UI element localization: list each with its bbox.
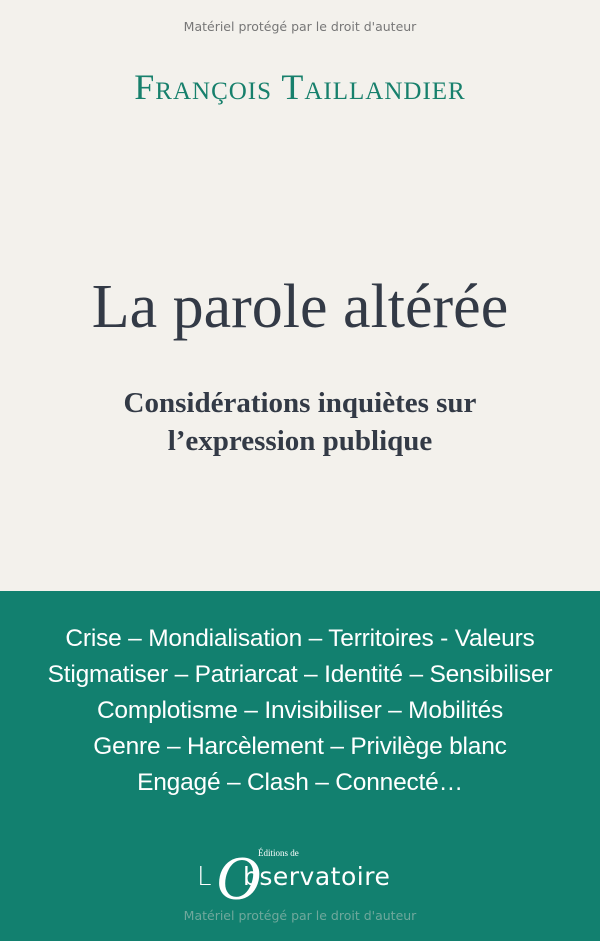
watermark-top: Matériel protégé par le droit d'auteur bbox=[183, 19, 417, 34]
logo-rest: bservatoire bbox=[243, 862, 391, 891]
author-name: François Taillandier bbox=[134, 67, 466, 107]
book-title: La parole altérée bbox=[91, 273, 509, 341]
logo-prefix: Éditions de bbox=[258, 848, 299, 858]
logo-l: L bbox=[197, 862, 212, 892]
keyword-band bbox=[0, 591, 600, 941]
keyword-line: Engagé – Clash – Connecté… bbox=[137, 769, 463, 796]
keyword-line: Genre – Harcèlement – Privilège blanc bbox=[93, 733, 507, 760]
keyword-line: Complotisme – Invisibiliser – Mobilités bbox=[96, 697, 504, 724]
subtitle-line: Considérations inquiètes sur bbox=[123, 387, 477, 419]
keyword-list bbox=[0, 621, 600, 801]
keyword-line: Stigmatiser – Patriarcat – Identité – Sensibiliser bbox=[47, 661, 553, 688]
logo-o: O bbox=[216, 845, 261, 913]
publisher-logo bbox=[0, 845, 600, 913]
watermark-bottom: Matériel protégé par le droit d'auteur bbox=[183, 908, 417, 923]
subtitle-line: l’expression publique bbox=[167, 425, 433, 457]
book-subtitle bbox=[0, 384, 600, 460]
keyword-line: Crise – Mondialisation – Territoires - Valeurs bbox=[65, 625, 535, 652]
